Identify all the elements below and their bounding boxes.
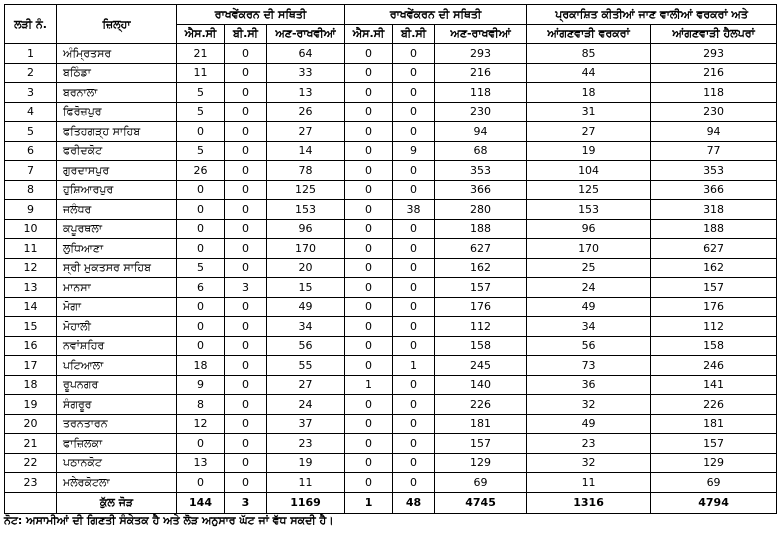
bc-2-cell: 0 <box>393 375 435 395</box>
sc-2-cell: 0 <box>345 434 393 454</box>
table-row <box>5 317 777 337</box>
sc-1-cell: 5 <box>177 102 225 122</box>
workers-cell: 27 <box>527 122 651 142</box>
bc-2-cell: 0 <box>393 434 435 454</box>
helpers-cell: 188 <box>651 219 777 239</box>
unreserved-1-cell: 125 <box>267 180 345 200</box>
workers-cell: 56 <box>527 336 651 356</box>
helpers-cell: 141 <box>651 375 777 395</box>
sc-2-cell: 0 <box>345 102 393 122</box>
district-cell: ਫਰੀਦਕੋਟ <box>57 141 177 161</box>
bc-1-cell: 0 <box>225 395 267 415</box>
helpers-cell: 293 <box>651 44 777 64</box>
bc-2-cell: 0 <box>393 122 435 142</box>
workers-cell: 25 <box>527 258 651 278</box>
district-cell: ਪਟਿਆਲਾ <box>57 356 177 376</box>
bc-2-cell: 0 <box>393 278 435 298</box>
header-bc-2: ਬੀ.ਸੀ <box>393 24 435 44</box>
sc-2-cell: 0 <box>345 180 393 200</box>
workers-cell: 73 <box>527 356 651 376</box>
unreserved-1-cell: 33 <box>267 63 345 83</box>
bc-1-cell: 0 <box>225 200 267 220</box>
sc-2-cell: 0 <box>345 122 393 142</box>
helpers-cell: 318 <box>651 200 777 220</box>
sc-2-cell: 0 <box>345 453 393 473</box>
table-row <box>5 453 777 473</box>
sc-1-cell: 5 <box>177 141 225 161</box>
reservation-table <box>4 4 777 514</box>
unreserved-2-cell: 627 <box>435 239 527 259</box>
district-cell: ਫਿਰੋਜ਼ਪੁਰ <box>57 102 177 122</box>
serial-cell: 3 <box>5 83 57 103</box>
district-cell: ਬਰਨਾਲਾ <box>57 83 177 103</box>
unreserved-1-cell: 13 <box>267 83 345 103</box>
header-anganwadi-helpers: ਆਂਗਣਵਾੜੀ ਹੈਲਪਰਾਂ <box>651 24 777 44</box>
workers-cell: 153 <box>527 200 651 220</box>
sc-1-cell: 0 <box>177 297 225 317</box>
sc-2-cell: 0 <box>345 161 393 181</box>
district-cell: ਬਠਿੰਡਾ <box>57 63 177 83</box>
unreserved-2-cell: 140 <box>435 375 527 395</box>
helpers-cell: 94 <box>651 122 777 142</box>
header-sc-1: ਐਸ.ਸੀ <box>177 24 225 44</box>
unreserved-1-cell: 170 <box>267 239 345 259</box>
bc-1-cell: 0 <box>225 141 267 161</box>
sc-1-cell: 9 <box>177 375 225 395</box>
bc-2-cell: 0 <box>393 297 435 317</box>
header-bc-1: ਬੀ.ਸੀ <box>225 24 267 44</box>
serial-cell: 5 <box>5 122 57 142</box>
sc-2-cell: 0 <box>345 44 393 64</box>
serial-cell: 18 <box>5 375 57 395</box>
bc-1-cell: 0 <box>225 239 267 259</box>
serial-cell: 8 <box>5 180 57 200</box>
district-cell: ਮਾਨਸਾ <box>57 278 177 298</box>
bc-1-cell: 0 <box>225 161 267 181</box>
table-row <box>5 161 777 181</box>
district-cell: ਹੁਸ਼ਿਆਰਪੁਰ <box>57 180 177 200</box>
table-row <box>5 278 777 298</box>
district-cell: ਪਠਾਨਕੋਟ <box>57 453 177 473</box>
sc-1-cell: 5 <box>177 258 225 278</box>
total-unreserved-1: 1169 <box>267 492 345 513</box>
workers-cell: 24 <box>527 278 651 298</box>
helpers-cell: 246 <box>651 356 777 376</box>
unreserved-1-cell: 27 <box>267 375 345 395</box>
bc-2-cell: 0 <box>393 239 435 259</box>
bc-1-cell: 0 <box>225 122 267 142</box>
sc-1-cell: 13 <box>177 453 225 473</box>
bc-2-cell: 0 <box>393 317 435 337</box>
sc-1-cell: 0 <box>177 200 225 220</box>
serial-cell: 4 <box>5 102 57 122</box>
table-row <box>5 122 777 142</box>
unreserved-2-cell: 162 <box>435 258 527 278</box>
bc-1-cell: 0 <box>225 317 267 337</box>
bc-2-cell: 0 <box>393 395 435 415</box>
bc-1-cell: 0 <box>225 356 267 376</box>
unreserved-1-cell: 20 <box>267 258 345 278</box>
table-row <box>5 258 777 278</box>
serial-cell: 9 <box>5 200 57 220</box>
serial-cell: 16 <box>5 336 57 356</box>
unreserved-2-cell: 230 <box>435 102 527 122</box>
unreserved-2-cell: 188 <box>435 219 527 239</box>
serial-cell: 14 <box>5 297 57 317</box>
unreserved-2-cell: 280 <box>435 200 527 220</box>
sc-2-cell: 0 <box>345 317 393 337</box>
unreserved-2-cell: 353 <box>435 161 527 181</box>
sc-2-cell: 0 <box>345 63 393 83</box>
unreserved-2-cell: 118 <box>435 83 527 103</box>
table-row <box>5 356 777 376</box>
total-sc-2: 1 <box>345 492 393 513</box>
header-serial: ਲੜੀ ਨੰ. <box>5 5 57 44</box>
sc-1-cell: 12 <box>177 414 225 434</box>
district-cell: ਲੁਧਿਆਣਾ <box>57 239 177 259</box>
unreserved-1-cell: 19 <box>267 453 345 473</box>
sc-1-cell: 0 <box>177 336 225 356</box>
helpers-cell: 366 <box>651 180 777 200</box>
district-cell: ਮਲੇਰਕੋਟਲਾ <box>57 473 177 493</box>
unreserved-2-cell: 226 <box>435 395 527 415</box>
table-row <box>5 395 777 415</box>
helpers-cell: 129 <box>651 453 777 473</box>
helpers-cell: 69 <box>651 473 777 493</box>
table-row <box>5 375 777 395</box>
table-row <box>5 180 777 200</box>
table-row <box>5 239 777 259</box>
unreserved-1-cell: 49 <box>267 297 345 317</box>
district-cell: ਮੋਗਾ <box>57 297 177 317</box>
unreserved-2-cell: 68 <box>435 141 527 161</box>
unreserved-1-cell: 14 <box>267 141 345 161</box>
sc-1-cell: 0 <box>177 473 225 493</box>
total-helpers: 4794 <box>651 492 777 513</box>
serial-cell: 2 <box>5 63 57 83</box>
table-row <box>5 63 777 83</box>
bc-1-cell: 0 <box>225 44 267 64</box>
workers-cell: 34 <box>527 317 651 337</box>
serial-cell: 22 <box>5 453 57 473</box>
district-cell: ਜਲੰਧਰ <box>57 200 177 220</box>
total-bc-2: 48 <box>393 492 435 513</box>
bc-1-cell: 0 <box>225 336 267 356</box>
sc-2-cell: 0 <box>345 336 393 356</box>
workers-cell: 18 <box>527 83 651 103</box>
bc-1-cell: 0 <box>225 297 267 317</box>
workers-cell: 49 <box>527 297 651 317</box>
unreserved-1-cell: 15 <box>267 278 345 298</box>
bc-1-cell: 3 <box>225 278 267 298</box>
bc-2-cell: 0 <box>393 258 435 278</box>
bc-2-cell: 1 <box>393 356 435 376</box>
header-sc-2: ਐਸ.ਸੀ <box>345 24 393 44</box>
sc-1-cell: 8 <box>177 395 225 415</box>
bc-2-cell: 0 <box>393 63 435 83</box>
header-reservation-status-2: ਰਾਖਵੇਂਕਰਨ ਦੀ ਸਥਿਤੀ <box>345 5 527 25</box>
bc-1-cell: 0 <box>225 434 267 454</box>
helpers-cell: 158 <box>651 336 777 356</box>
serial-cell: 15 <box>5 317 57 337</box>
district-cell: ਸ੍ਰੀ ਮੁਕਤਸਰ ਸਾਹਿਬ <box>57 258 177 278</box>
district-cell: ਸੰਗਰੂਰ <box>57 395 177 415</box>
bc-1-cell: 0 <box>225 375 267 395</box>
serial-cell: 1 <box>5 44 57 64</box>
helpers-cell: 181 <box>651 414 777 434</box>
workers-cell: 36 <box>527 375 651 395</box>
workers-cell: 44 <box>527 63 651 83</box>
district-cell: ਗੁਰਦਾਸਪੁਰ <box>57 161 177 181</box>
unreserved-2-cell: 158 <box>435 336 527 356</box>
unreserved-1-cell: 27 <box>267 122 345 142</box>
workers-cell: 32 <box>527 453 651 473</box>
unreserved-1-cell: 11 <box>267 473 345 493</box>
workers-cell: 96 <box>527 219 651 239</box>
sc-1-cell: 0 <box>177 122 225 142</box>
sc-2-cell: 1 <box>345 375 393 395</box>
workers-cell: 19 <box>527 141 651 161</box>
workers-cell: 125 <box>527 180 651 200</box>
workers-cell: 11 <box>527 473 651 493</box>
helpers-cell: 226 <box>651 395 777 415</box>
header-district: ਜ਼ਿਲ੍ਹਾ <box>57 5 177 44</box>
table-row <box>5 414 777 434</box>
header-anganwadi-workers: ਆਂਗਣਵਾੜੀ ਵਰਕਰਾਂ <box>527 24 651 44</box>
footnote: ਨੋਟ: ਅਸਾਮੀਆਂ ਦੀ ਗਿਣਤੀ ਸੰਕੇਤਕ ਹੈ ਅਤੇ ਲੋੜ ਅਨੁਸਾਰ ਘੱਟ ਜਾਂ ਵੱਧ ਸਕਦੀ ਹੈ। <box>4 514 334 527</box>
bc-1-cell: 0 <box>225 453 267 473</box>
unreserved-1-cell: 23 <box>267 434 345 454</box>
bc-2-cell: 0 <box>393 161 435 181</box>
sc-1-cell: 5 <box>177 83 225 103</box>
unreserved-1-cell: 56 <box>267 336 345 356</box>
bc-2-cell: 38 <box>393 200 435 220</box>
unreserved-2-cell: 157 <box>435 434 527 454</box>
bc-2-cell: 0 <box>393 453 435 473</box>
serial-cell: 17 <box>5 356 57 376</box>
bc-2-cell: 9 <box>393 141 435 161</box>
sc-2-cell: 0 <box>345 278 393 298</box>
sc-2-cell: 0 <box>345 200 393 220</box>
table-row <box>5 44 777 64</box>
table-row <box>5 83 777 103</box>
bc-2-cell: 0 <box>393 83 435 103</box>
bc-2-cell: 0 <box>393 414 435 434</box>
sc-2-cell: 0 <box>345 258 393 278</box>
unreserved-1-cell: 55 <box>267 356 345 376</box>
header-unreserved-2: ਅਣ-ਰਾਖਵੀਆਂ <box>435 24 527 44</box>
bc-2-cell: 0 <box>393 102 435 122</box>
total-workers: 1316 <box>527 492 651 513</box>
table-row <box>5 297 777 317</box>
sc-1-cell: 21 <box>177 44 225 64</box>
serial-cell: 21 <box>5 434 57 454</box>
unreserved-1-cell: 64 <box>267 44 345 64</box>
district-cell: ਨਵਾਂਸ਼ਹਿਰ <box>57 336 177 356</box>
unreserved-1-cell: 26 <box>267 102 345 122</box>
sc-1-cell: 18 <box>177 356 225 376</box>
workers-cell: 170 <box>527 239 651 259</box>
table-row <box>5 141 777 161</box>
district-cell: ਰੂਪਨਗਰ <box>57 375 177 395</box>
district-cell: ਕਪੂਰਥਲਾ <box>57 219 177 239</box>
serial-cell: 20 <box>5 414 57 434</box>
unreserved-2-cell: 69 <box>435 473 527 493</box>
serial-cell: 10 <box>5 219 57 239</box>
helpers-cell: 162 <box>651 258 777 278</box>
unreserved-1-cell: 96 <box>267 219 345 239</box>
workers-cell: 31 <box>527 102 651 122</box>
total-label: ਕੁੱਲ ਜੋੜ <box>57 492 177 513</box>
workers-cell: 23 <box>527 434 651 454</box>
serial-cell: 23 <box>5 473 57 493</box>
serial-cell: 12 <box>5 258 57 278</box>
serial-cell: 11 <box>5 239 57 259</box>
bc-1-cell: 0 <box>225 102 267 122</box>
bc-2-cell: 0 <box>393 180 435 200</box>
district-cell: ਤਰਨਤਾਰਨ <box>57 414 177 434</box>
sc-2-cell: 0 <box>345 83 393 103</box>
workers-cell: 32 <box>527 395 651 415</box>
sc-1-cell: 11 <box>177 63 225 83</box>
workers-cell: 104 <box>527 161 651 181</box>
helpers-cell: 157 <box>651 434 777 454</box>
sc-1-cell: 0 <box>177 180 225 200</box>
unreserved-1-cell: 78 <box>267 161 345 181</box>
unreserved-2-cell: 157 <box>435 278 527 298</box>
unreserved-1-cell: 24 <box>267 395 345 415</box>
district-cell: ਫਤਿਹਗੜ੍ਹ ਸਾਹਿਬ <box>57 122 177 142</box>
serial-cell: 13 <box>5 278 57 298</box>
table-row <box>5 336 777 356</box>
serial-cell: 19 <box>5 395 57 415</box>
sc-1-cell: 0 <box>177 219 225 239</box>
sc-2-cell: 0 <box>345 356 393 376</box>
unreserved-2-cell: 245 <box>435 356 527 376</box>
district-cell: ਮੋਹਾਲੀ <box>57 317 177 337</box>
unreserved-1-cell: 37 <box>267 414 345 434</box>
sc-2-cell: 0 <box>345 395 393 415</box>
bc-2-cell: 0 <box>393 44 435 64</box>
header-reservation-status-1: ਰਾਖਵੇਂਕਰਨ ਦੀ ਸਥਿਤੀ <box>177 5 345 25</box>
bc-1-cell: 0 <box>225 219 267 239</box>
helpers-cell: 176 <box>651 297 777 317</box>
bc-1-cell: 0 <box>225 63 267 83</box>
bc-2-cell: 0 <box>393 473 435 493</box>
total-unreserved-2: 4745 <box>435 492 527 513</box>
bc-1-cell: 0 <box>225 258 267 278</box>
helpers-cell: 77 <box>651 141 777 161</box>
sc-2-cell: 0 <box>345 473 393 493</box>
bc-2-cell: 0 <box>393 219 435 239</box>
table-row <box>5 219 777 239</box>
table-row <box>5 434 777 454</box>
unreserved-1-cell: 153 <box>267 200 345 220</box>
helpers-cell: 230 <box>651 102 777 122</box>
table-row <box>5 200 777 220</box>
unreserved-2-cell: 129 <box>435 453 527 473</box>
sc-2-cell: 0 <box>345 141 393 161</box>
table-row <box>5 102 777 122</box>
helpers-cell: 118 <box>651 83 777 103</box>
bc-1-cell: 0 <box>225 180 267 200</box>
unreserved-2-cell: 181 <box>435 414 527 434</box>
sc-2-cell: 0 <box>345 414 393 434</box>
serial-cell: 7 <box>5 161 57 181</box>
unreserved-2-cell: 216 <box>435 63 527 83</box>
workers-cell: 85 <box>527 44 651 64</box>
total-row <box>5 492 777 513</box>
unreserved-2-cell: 293 <box>435 44 527 64</box>
sc-1-cell: 0 <box>177 239 225 259</box>
unreserved-2-cell: 366 <box>435 180 527 200</box>
sc-2-cell: 0 <box>345 297 393 317</box>
sc-1-cell: 6 <box>177 278 225 298</box>
sc-2-cell: 0 <box>345 219 393 239</box>
helpers-cell: 216 <box>651 63 777 83</box>
sc-1-cell: 26 <box>177 161 225 181</box>
helpers-cell: 627 <box>651 239 777 259</box>
sc-1-cell: 0 <box>177 434 225 454</box>
unreserved-2-cell: 94 <box>435 122 527 142</box>
total-bc-1: 3 <box>225 492 267 513</box>
district-cell: ਫਾਜ਼ਿਲਕਾ <box>57 434 177 454</box>
helpers-cell: 157 <box>651 278 777 298</box>
sc-2-cell: 0 <box>345 239 393 259</box>
unreserved-2-cell: 112 <box>435 317 527 337</box>
sc-1-cell: 0 <box>177 317 225 337</box>
helpers-cell: 353 <box>651 161 777 181</box>
unreserved-2-cell: 176 <box>435 297 527 317</box>
helpers-cell: 112 <box>651 317 777 337</box>
serial-cell: 6 <box>5 141 57 161</box>
bc-1-cell: 0 <box>225 414 267 434</box>
workers-cell: 49 <box>527 414 651 434</box>
header-published-posts: ਪ੍ਰਕਾਸ਼ਿਤ ਕੀਤੀਆਂ ਜਾਣ ਵਾਲੀਆਂ ਵਰਕਰਾਂ ਅਤੇ <box>527 5 777 25</box>
total-sc-1: 144 <box>177 492 225 513</box>
bc-1-cell: 0 <box>225 473 267 493</box>
header-unreserved-1: ਅਣ-ਰਾਖਵੀਆਂ <box>267 24 345 44</box>
district-cell: ਅੰਮ੍ਰਿਤਸਰ <box>57 44 177 64</box>
unreserved-1-cell: 34 <box>267 317 345 337</box>
bc-1-cell: 0 <box>225 83 267 103</box>
table-row <box>5 473 777 493</box>
bc-2-cell: 0 <box>393 336 435 356</box>
